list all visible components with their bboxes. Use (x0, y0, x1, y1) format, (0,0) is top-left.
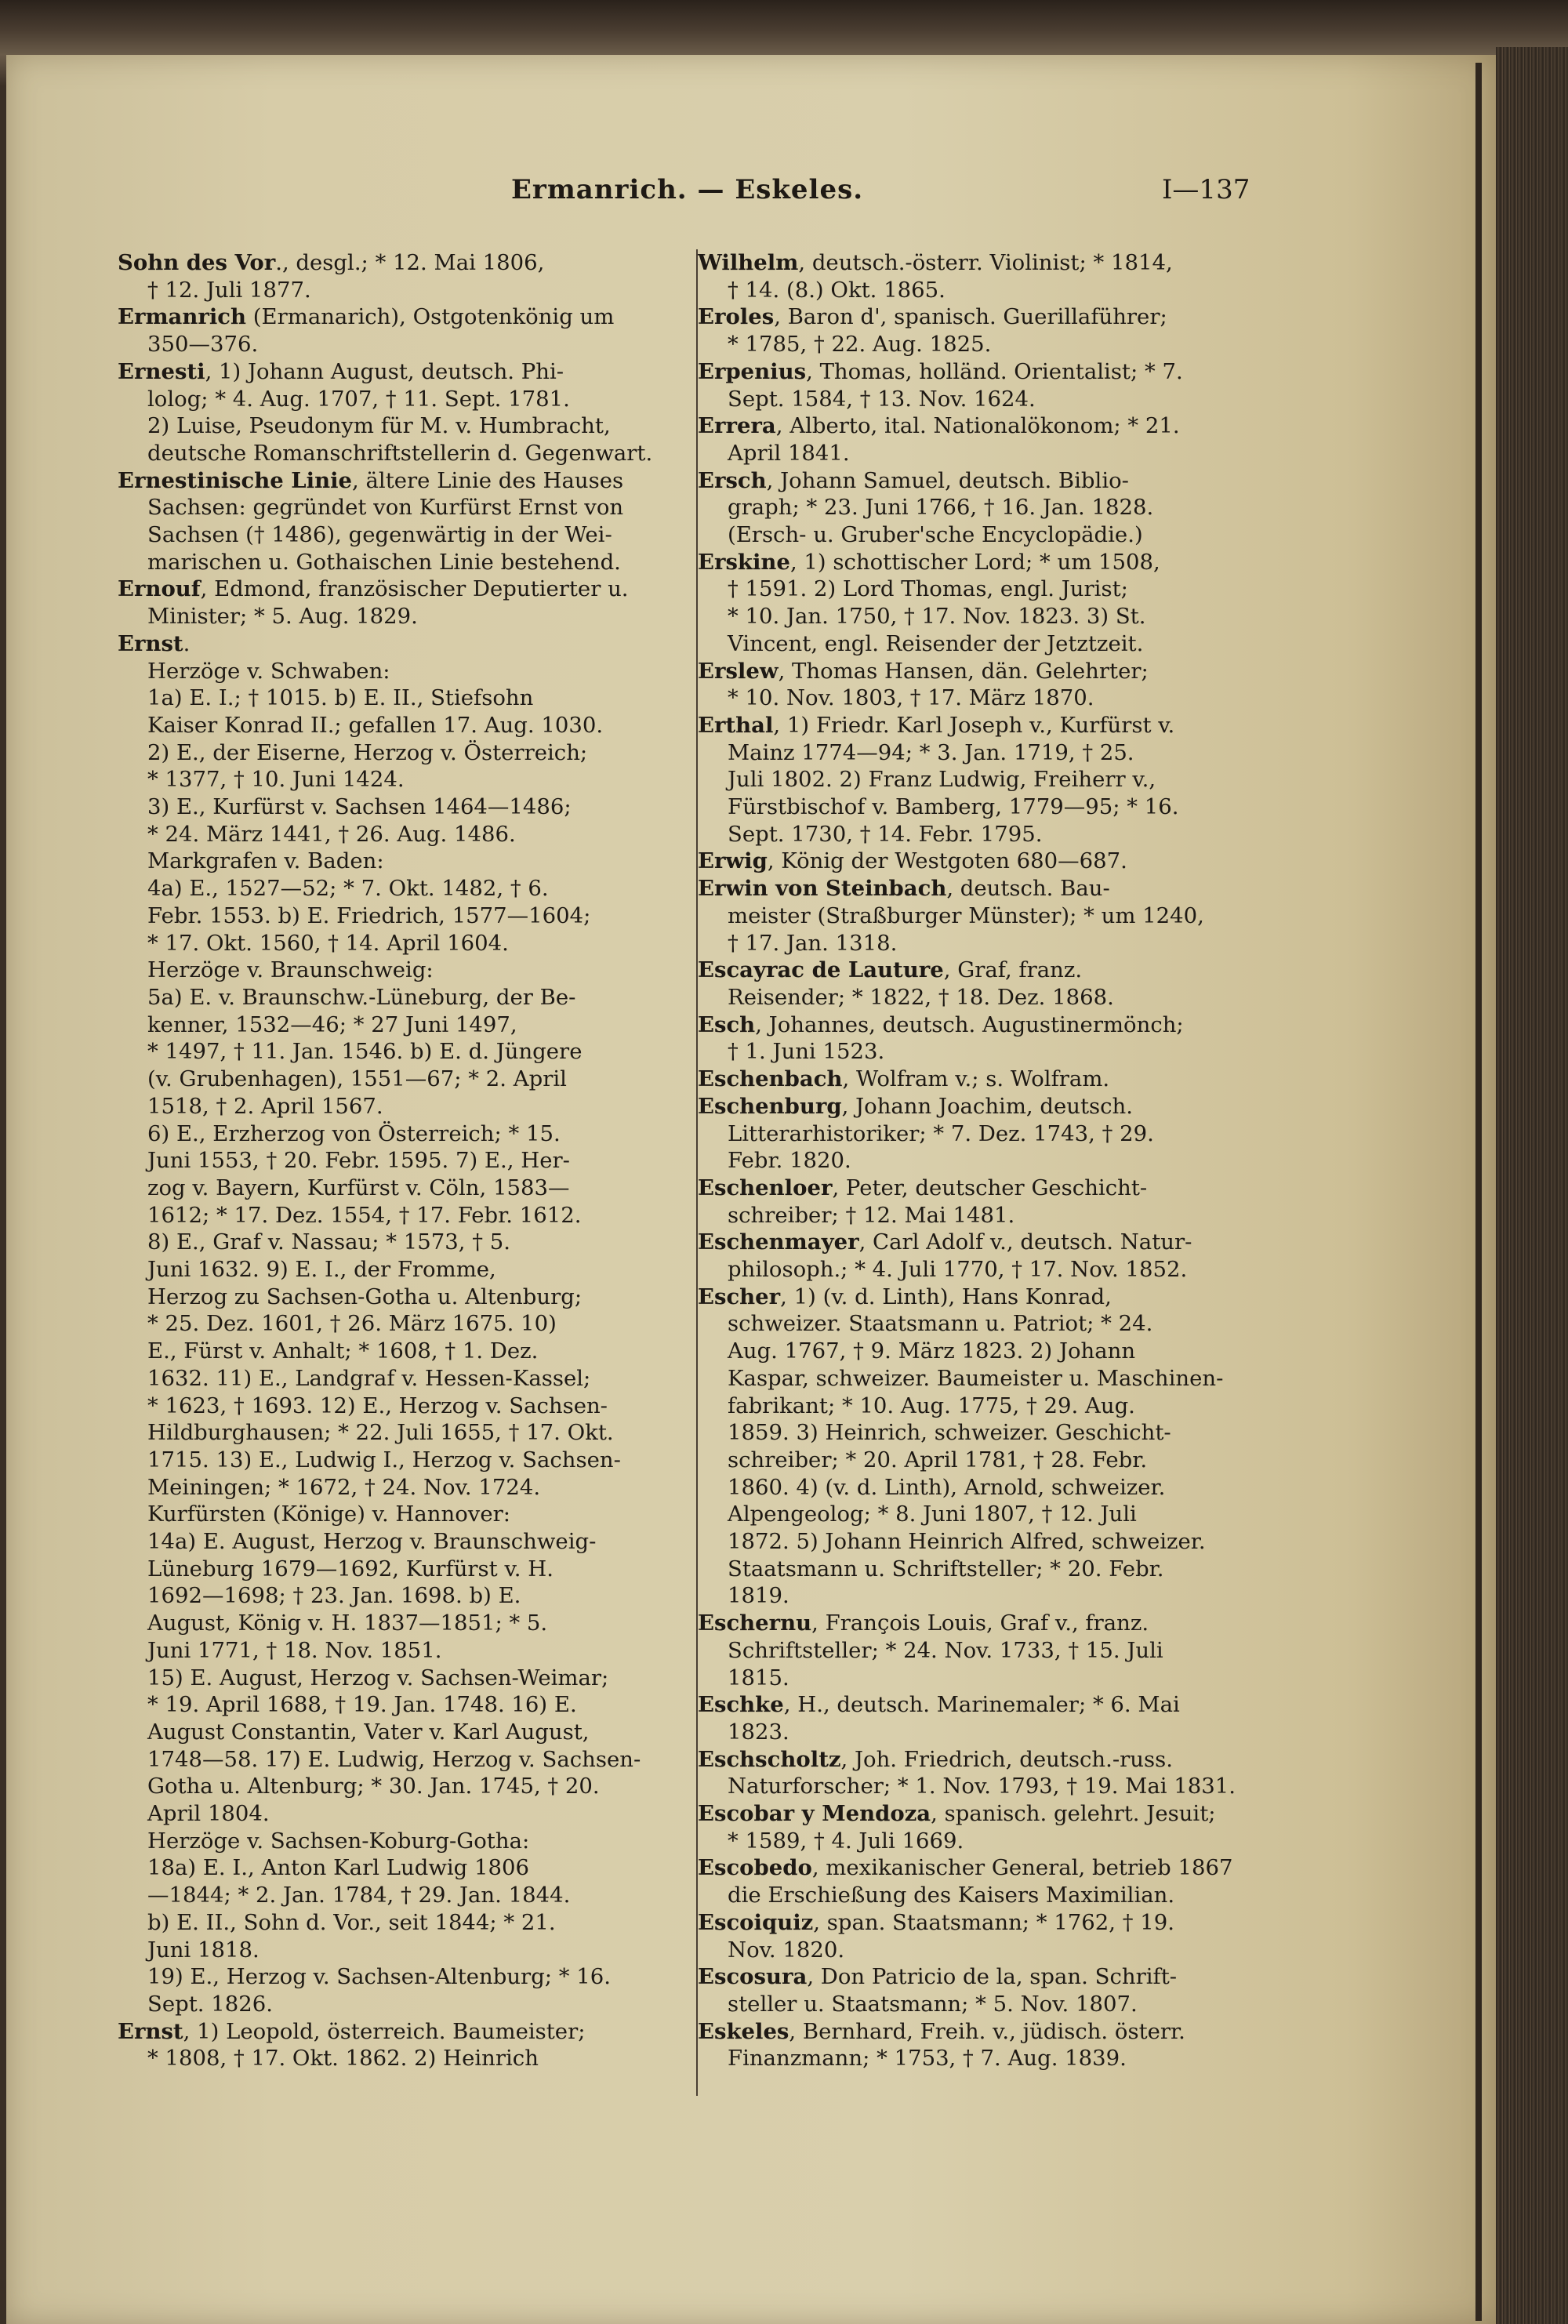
entry-line: Eschenmayer, Carl Adolf v., deutsch. Natur- (698, 1229, 1192, 1255)
entry-line: marischen u. Gothaischen Linie bestehend. (147, 549, 621, 575)
headword: Ersch (698, 467, 767, 493)
headword: Eschernu (698, 1610, 812, 1636)
entry-line: Eschscholtz, Joh. Friedrich, deutsch.-russ. (698, 1746, 1173, 1772)
entry-line: Sept. 1826. (147, 1992, 273, 2017)
entry-line: Ermanrich (Ermanarich), Ostgotenkönig um (118, 304, 615, 330)
entry-line: 8) E., Graf v. Nassau; * 1573, † 5. (147, 1229, 510, 1255)
headword: Errera (698, 413, 776, 439)
entry-line: 6) E., Erzherzog von Österreich; * 15. (147, 1120, 561, 1146)
running-head-title: Ermanrich. — Eskeles. (511, 174, 864, 205)
headword: Ernouf (118, 576, 201, 602)
entry-line: Juni 1553, † 20. Febr. 1595. 7) E., Her- (147, 1148, 570, 1174)
entry-line: Fürstbischof v. Bamberg, 1779—95; * 16. (728, 794, 1179, 820)
entry-line: Markgrafen v. Baden: (147, 848, 384, 874)
headword: Eschscholtz (698, 1746, 841, 1772)
headword: Ernst (118, 2018, 183, 2044)
entry-line: lolog; * 4. Aug. 1707, † 11. Sept. 1781. (147, 386, 570, 412)
entry-line: 3) E., Kurfürst v. Sachsen 1464—1486; (147, 794, 572, 820)
entry-line: 2) Luise, Pseudonym für M. v. Humbracht, (147, 413, 611, 439)
entry-line: schreiber; * 20. April 1781, † 28. Febr. (728, 1447, 1148, 1472)
entry-line: 5a) E. v. Braunschw.-Lüneburg, der Be- (147, 984, 576, 1010)
entry-line: 350—376. (147, 332, 259, 358)
entry-line: Aug. 1767, † 9. März 1823. 2) Johann (728, 1338, 1136, 1364)
headword: Escher (698, 1284, 781, 1309)
entry-line: zog v. Bayern, Kurfürst v. Cöln, 1583— (147, 1175, 570, 1200)
entry-line: Litterarhistoriker; * 7. Dez. 1743, † 29. (728, 1120, 1154, 1146)
left-column (118, 249, 694, 2072)
entry-line: 1a) E. I.; † 1015. b) E. II., Stiefsohn (147, 685, 534, 711)
entry-line: April 1841. (728, 440, 850, 466)
entry-line: Schriftsteller; * 24. Nov. 1733, † 15. Juli (728, 1637, 1163, 1663)
headword: Eschenmayer (698, 1229, 859, 1255)
headword: Escobar y Mendoza (698, 1801, 931, 1827)
entry-line: Febr. 1553. b) E. Friedrich, 1577—1604; (147, 902, 591, 928)
entry-line: Juni 1632. 9) E. I., der Fromme, (147, 1257, 496, 1283)
entry-line: Eschernu, François Louis, Graf v., franz. (698, 1610, 1149, 1636)
entry-line: 19) E., Herzog v. Sachsen-Altenburg; * 16. (147, 1964, 612, 1990)
entry-line: 1815. (728, 1665, 789, 1690)
entry-line: Escobar y Mendoza, spanisch. gelehrt. Jesuit; (698, 1801, 1216, 1827)
entry-line: b) E. II., Sohn d. Vor., seit 1844; * 21. (147, 1909, 556, 1935)
entry-line: schreiber; † 12. Mai 1481. (728, 1202, 1015, 1228)
entry-line: April 1804. (147, 1801, 270, 1827)
headword: Ermanrich (118, 304, 247, 330)
entry-line: Eskeles, Bernhard, Freih. v., jüdisch. österr. (698, 2018, 1185, 2044)
headword: Ernesti (118, 358, 205, 384)
headword: Eschenburg (698, 1093, 842, 1119)
entry-line: * 25. Dez. 1601, † 26. März 1675. 10) (147, 1311, 557, 1337)
entry-line: Eschenbach, Wolfram v.; s. Wolfram. (698, 1066, 1110, 1092)
entry-line: † 12. Juli 1877. (147, 277, 311, 303)
entry-line: 1823. (728, 1719, 789, 1745)
entry-line: Minister; * 5. Aug. 1829. (147, 604, 418, 630)
right-column (698, 249, 1270, 2072)
entry-line: Sachsen († 1486), gegenwärtig in der Wei- (147, 522, 612, 548)
headword: Escosura (698, 1964, 808, 1990)
entry-line: 1872. 5) Johann Heinrich Alfred, schweizer. (728, 1529, 1206, 1555)
entry-line: Ernst. (118, 630, 191, 656)
headword: Eschke (698, 1692, 784, 1718)
entry-line: Alpengeolog; * 8. Juni 1807, † 12. Juli (728, 1502, 1137, 1527)
entry-line: die Erschießung des Kaisers Maximilian. (728, 1883, 1175, 1908)
entry-line: Ersch, Johann Samuel, deutsch. Biblio- (698, 467, 1129, 493)
entry-line: E., Fürst v. Anhalt; * 1608, † 1. Dez. (147, 1338, 539, 1364)
entry-line: Escosura, Don Patricio de la, span. Schrift- (698, 1964, 1178, 1990)
headword: Escoiquiz (698, 1909, 814, 1935)
entry-line: kenner, 1532—46; * 27 Juni 1497, (147, 1011, 517, 1037)
page-number: I—137 (1162, 174, 1250, 205)
entry-line: Sohn des Vor., desgl.; * 12. Mai 1806, (118, 250, 545, 275)
entry-line: Herzöge v. Sachsen-Koburg-Gotha: (147, 1828, 530, 1854)
entry-line: * 10. Jan. 1750, † 17. Nov. 1823. 3) St. (728, 604, 1146, 630)
headword: Sohn des Vor (118, 250, 276, 275)
entry-line: Kaspar, schweizer. Baumeister u. Maschinen- (728, 1365, 1224, 1391)
entry-line: Kaiser Konrad II.; gefallen 17. Aug. 1030. (147, 712, 604, 738)
entry-line: * 19. April 1688, † 19. Jan. 1748. 16) E. (147, 1692, 577, 1718)
headword: Eroles (698, 304, 775, 330)
entry-line: Herzöge v. Schwaben: (147, 658, 390, 684)
entry-line: Mainz 1774—94; * 3. Jan. 1719, † 25. (728, 739, 1134, 765)
entry-line: Finanzmann; * 1753, † 7. Aug. 1839. (728, 2046, 1127, 2072)
entry-line: * 1589, † 4. Juli 1669. (728, 1828, 964, 1854)
entry-line: Escoiquiz, span. Staatsmann; * 1762, † 19. (698, 1909, 1174, 1935)
entry-line: † 17. Jan. 1318. (728, 930, 898, 956)
entry-line: Sachsen: gegründet von Kurfürst Ernst von (147, 495, 624, 521)
entry-line: Naturforscher; * 1. Nov. 1793, † 19. Mai 1831. (728, 1774, 1236, 1799)
headword: Erslew (698, 658, 779, 684)
entry-line: 1692—1698; † 23. Jan. 1698. b) E. (147, 1583, 521, 1609)
headword: Erwig (698, 848, 768, 874)
headword: Erwin von Steinbach (698, 876, 947, 902)
entry-line: Sept. 1584, † 13. Nov. 1624. (728, 386, 1036, 412)
entry-line: * 1808, † 17. Okt. 1862. 2) Heinrich (147, 2046, 539, 2072)
entry-line: (v. Grubenhagen), 1551—67; * 2. April (147, 1066, 567, 1092)
entry-line: 1612; * 17. Dez. 1554, † 17. Febr. 1612. (147, 1202, 582, 1228)
headword: Escobedo (698, 1855, 812, 1881)
headword: Erpenius (698, 358, 807, 384)
entry-line: meister (Straßburger Münster); * um 1240, (728, 902, 1204, 928)
entry-line: philosoph.; * 4. Juli 1770, † 17. Nov. 1852. (728, 1257, 1188, 1283)
entry-line: steller u. Staatsmann; * 5. Nov. 1807. (728, 1992, 1138, 2017)
entry-line: * 1623, † 1693. 12) E., Herzog v. Sachsen- (147, 1393, 608, 1418)
entry-line: † 1591. 2) Lord Thomas, engl. Jurist; (728, 576, 1128, 602)
entry-line: Gotha u. Altenburg; * 30. Jan. 1745, † 20. (147, 1774, 600, 1799)
entry-line: 2) E., der Eiserne, Herzog v. Österreich; (147, 739, 588, 765)
entry-line: * 10. Nov. 1803, † 17. März 1870. (728, 685, 1094, 711)
entry-line: 15) E. August, Herzog v. Sachsen-Weimar; (147, 1665, 609, 1690)
headword: Eskeles (698, 2018, 789, 2044)
entry-line: Erpenius, Thomas, holländ. Orientalist; * 7. (698, 358, 1183, 384)
entry-line: Ernouf, Edmond, französischer Deputierter u. (118, 576, 629, 602)
headword: Erthal (698, 712, 774, 738)
entry-line: Eschenloer, Peter, deutscher Geschicht- (698, 1175, 1148, 1200)
headword: Erskine (698, 549, 790, 575)
entry-line: * 24. März 1441, † 26. Aug. 1486. (147, 821, 516, 847)
entry-line: 1518, † 2. April 1567. (147, 1093, 383, 1119)
entry-line: Eschenburg, Johann Joachim, deutsch. (698, 1093, 1134, 1119)
headword: Escayrac de Lauture (698, 957, 944, 983)
entry-line: 1632. 11) E., Landgraf v. Hessen-Kassel; (147, 1365, 591, 1391)
entry-line: Lüneburg 1679—1692, Kurfürst v. H. (147, 1556, 554, 1581)
headword: Eschenloer (698, 1175, 833, 1200)
entry-line: Herzöge v. Braunschweig: (147, 957, 434, 983)
entry-line: (Ersch- u. Gruber'sche Encyclopädie.) (728, 522, 1143, 548)
entry-line: Herzog zu Sachsen-Gotha u. Altenburg; (147, 1284, 583, 1309)
entry-line: Erthal, 1) Friedr. Karl Joseph v., Kurfürst v. (698, 712, 1175, 738)
entry-line: † 1. Juni 1523. (728, 1039, 885, 1065)
entry-line: Wilhelm, deutsch.-österr. Violinist; * 1814, (698, 250, 1173, 275)
entry-line: graph; * 23. Juni 1766, † 16. Jan. 1828. (728, 495, 1154, 521)
entry-line: 1748—58. 17) E. Ludwig, Herzog v. Sachsen- (147, 1746, 641, 1772)
entry-line: 18a) E. I., Anton Karl Ludwig 1806 (147, 1855, 529, 1881)
entry-line: schweizer. Staatsmann u. Patriot; * 24. (728, 1311, 1153, 1337)
headword: Esch (698, 1011, 756, 1037)
entry-line: Kurfürsten (Könige) v. Hannover: (147, 1502, 511, 1527)
entry-line: Escobedo, mexikanischer General, betrieb 1867 (698, 1855, 1233, 1881)
entry-line: Esch, Johannes, deutsch. Augustinermönch; (698, 1011, 1184, 1037)
entry-line: 4a) E., 1527—52; * 7. Okt. 1482, † 6. (147, 876, 549, 902)
book-edge (1496, 47, 1568, 2324)
entry-line: August Constantin, Vater v. Karl August, (147, 1719, 590, 1745)
entry-line: Hildburghausen; * 22. Juli 1655, † 17. Okt. (147, 1420, 614, 1446)
entry-line: Escayrac de Lauture, Graf, franz. (698, 957, 1083, 983)
entry-line: Erwin von Steinbach, deutsch. Bau- (698, 876, 1110, 902)
entry-line: Juni 1818. (147, 1937, 260, 1963)
entry-line: 14a) E. August, Herzog v. Braunschweig- (147, 1529, 597, 1555)
entry-line: Erslew, Thomas Hansen, dän. Gelehrter; (698, 658, 1149, 684)
entry-line: Eroles, Baron d', spanisch. Guerillaführer; (698, 304, 1167, 330)
entry-line: Juni 1771, † 18. Nov. 1851. (147, 1637, 442, 1663)
entry-line: * 17. Okt. 1560, † 14. April 1604. (147, 930, 509, 956)
entry-line: Ernst, 1) Leopold, österreich. Baumeister; (118, 2018, 586, 2044)
headword: Ernestinische Linie (118, 467, 353, 493)
entry-line: August, König v. H. 1837—1851; * 5. (147, 1610, 548, 1636)
entry-line: 1860. 4) (v. d. Linth), Arnold, schweizer. (728, 1474, 1166, 1500)
entry-line: Ernestinische Linie, ältere Linie des Hauses (118, 467, 624, 493)
entry-line: Sept. 1730, † 14. Febr. 1795. (728, 821, 1043, 847)
entry-line: Nov. 1820. (728, 1937, 845, 1963)
entry-line: Ernesti, 1) Johann August, deutsch. Phi- (118, 358, 564, 384)
headword: Wilhelm (698, 250, 799, 275)
entry-line: Escher, 1) (v. d. Linth), Hans Konrad, (698, 1284, 1112, 1309)
page-gutter-shadow (1475, 63, 1482, 2321)
entry-line: fabrikant; * 10. Aug. 1775, † 29. Aug. (728, 1393, 1135, 1418)
entry-line: Erskine, 1) schottischer Lord; * um 1508, (698, 549, 1160, 575)
entry-line: deutsche Romanschriftstellerin d. Gegenwart. (147, 440, 653, 466)
entry-line: Meiningen; * 1672, † 24. Nov. 1724. (147, 1474, 541, 1500)
entry-line: Vincent, engl. Reisender der Jetztzeit. (728, 630, 1144, 656)
headword: Eschenbach (698, 1066, 843, 1092)
entry-line: * 1785, † 22. Aug. 1825. (728, 332, 992, 358)
entry-line: Errera, Alberto, ital. Nationalökonom; * 21. (698, 413, 1180, 439)
entry-line: † 14. (8.) Okt. 1865. (728, 277, 946, 303)
entry-line: Erwig, König der Westgoten 680—687. (698, 848, 1127, 874)
entry-line: Febr. 1820. (728, 1148, 851, 1174)
entry-line: Juli 1802. 2) Franz Ludwig, Freiherr v., (728, 767, 1156, 793)
entry-line: 1819. (728, 1583, 789, 1609)
entry-line: Eschke, H., deutsch. Marinemaler; * 6. Mai (698, 1692, 1180, 1718)
entry-line: Staatsmann u. Schriftsteller; * 20. Febr. (728, 1556, 1164, 1581)
entry-line: * 1497, † 11. Jan. 1546. b) E. d. Jüngere (147, 1039, 583, 1065)
entry-line: 1715. 13) E., Ludwig I., Herzog v. Sachsen- (147, 1447, 621, 1472)
entry-line: * 1377, † 10. Juni 1424. (147, 767, 405, 793)
headword: Ernst (118, 630, 183, 656)
entry-line: Reisender; * 1822, † 18. Dez. 1868. (728, 984, 1114, 1010)
entry-line: 1859. 3) Heinrich, schweizer. Geschicht- (728, 1420, 1171, 1446)
entry-line: —1844; * 2. Jan. 1784, † 29. Jan. 1844. (147, 1883, 571, 1908)
